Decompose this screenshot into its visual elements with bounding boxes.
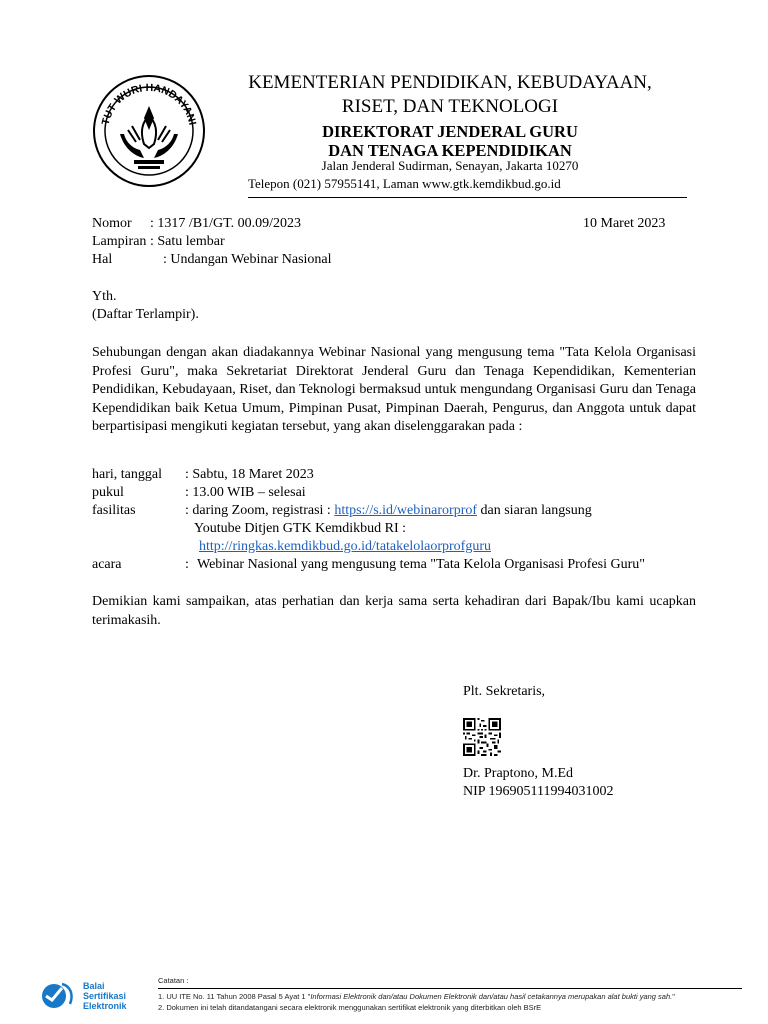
lampiran-value: : Satu lembar bbox=[150, 234, 225, 249]
acara-value: Webinar Nasional yang mengusung tema "Tata Kelola Organisasi Profesi Guru" bbox=[197, 557, 646, 572]
directorate-name-line1: DIREKTORAT JENDERAL GURU bbox=[322, 122, 578, 141]
nomor-value: : 1317 /B1/GT. 00.09/2023 bbox=[150, 216, 302, 231]
letter-date: 10 Maret 2023 bbox=[583, 216, 666, 231]
signatory-nip: NIP 196905111994031002 bbox=[463, 784, 614, 799]
letterhead-address: Jalan Jenderal Sudirman, Senayan, Jakarta 10270 bbox=[321, 158, 579, 173]
fasilitas-suffix: dan siaran langsung bbox=[480, 503, 592, 518]
footer-note-1-suffix: " bbox=[672, 992, 675, 1001]
fasilitas-label: fasilitas bbox=[92, 503, 136, 518]
directorate-name-line2: DAN TENAGA KEPENDIDIKAN bbox=[328, 141, 572, 160]
footer-note-1-quote: Informasi Elektronik dan/atau Dokumen Elektronik dan/atau hasil cetakannya merupakan alat bukti yang sah. bbox=[310, 992, 673, 1001]
signatory-name: Dr. Praptono, M.Ed bbox=[463, 766, 574, 781]
recipient-yth: Yth. bbox=[92, 289, 117, 304]
bse-logo-icon bbox=[40, 978, 80, 1014]
letterhead-contact: Telepon (021) 57955141, Laman www.gtk.kemdikbud.go.id bbox=[248, 176, 561, 191]
fasilitas-line bbox=[185, 503, 592, 519]
hari-value: : Sabtu, 18 Maret 2023 bbox=[185, 467, 314, 482]
footer-divider bbox=[158, 988, 742, 989]
body-paragraph-2: Demikian kami sampaikan, atas perhatian dan kerja sama serta kehadiran dari Bapak/Ibu kami ucapkan terimakasih. bbox=[92, 594, 696, 628]
letterhead-divider bbox=[248, 197, 687, 198]
signature-title: Plt. Sekretaris, bbox=[463, 684, 546, 699]
bse-name-line2: Sertifikasi bbox=[83, 991, 127, 1001]
youtube-line: Youtube Ditjen GTK Kemdikbud RI : bbox=[194, 521, 407, 536]
bse-name-line3: Elektronik bbox=[83, 1001, 127, 1011]
footer-note-2: 2. Dokumen ini telah ditandatangani secara elektronik menggunakan sertifikat elektronik yang diterbitkan oleh BSrE bbox=[158, 1003, 542, 1012]
hari-label: hari, tanggal bbox=[92, 467, 162, 482]
fasilitas-prefix: : daring Zoom, registrasi : bbox=[185, 503, 331, 518]
hal-value: : Undangan Webinar Nasional bbox=[163, 252, 332, 267]
pukul-value: : 13.00 WIB – selesai bbox=[185, 485, 306, 500]
footer-catatan: Catatan : bbox=[158, 976, 189, 985]
registration-link[interactable]: https://s.id/webinarorprof bbox=[334, 503, 478, 518]
footer-note-1-prefix: 1. UU ITE No. 11 Tahun 2008 Pasal 5 Ayat 1 " bbox=[158, 992, 311, 1001]
ministry-name-line1: KEMENTERIAN PENDIDIKAN, KEBUDAYAAN, bbox=[248, 72, 652, 93]
ministry-name-line2: RISET, DAN TEKNOLOGI bbox=[341, 96, 559, 117]
tut-wuri-handayani-logo bbox=[90, 72, 208, 190]
nomor-label: Nomor bbox=[92, 216, 132, 231]
acara-label: acara bbox=[92, 557, 122, 572]
svg-text:TUT WURI HANDAYANI: TUT WURI HANDAYANI bbox=[99, 81, 199, 127]
recipient-list: (Daftar Terlampir). bbox=[92, 307, 199, 322]
body-paragraph-1: Sehubungan dengan akan diadakannya Webinar Nasional yang mengusung tema "Tata Kelola Organisasi Profesi Guru", maka Sekretariat Direktorat Jenderal Guru dan Tenaga Kependidikan, Kementerian Pendidikan, Kebudayaan, Riset, dan Teknologi bermaksud untuk mengundang Organisasi Guru dan Tenaga Kependidikan baik Ketua Umum, Pimpinan Pusat, Pimpinan Daerah, Pengurus, dan Anggota untuk dapat berpartisipasi mengikuti kegiatan tersebut, yang akan diselenggarakan pada : bbox=[92, 345, 696, 434]
footer-note-1 bbox=[158, 992, 675, 1001]
acara-colon: : bbox=[185, 557, 189, 572]
pukul-label: pukul bbox=[92, 485, 124, 500]
bse-name-line1: Balai bbox=[83, 981, 105, 991]
signature-qr-code bbox=[463, 718, 501, 756]
lampiran-label: Lampiran bbox=[92, 234, 147, 249]
hal-label: Hal bbox=[92, 252, 113, 267]
youtube-link[interactable]: http://ringkas.kemdikbud.go.id/tatakelolaorprofguru bbox=[199, 539, 491, 554]
